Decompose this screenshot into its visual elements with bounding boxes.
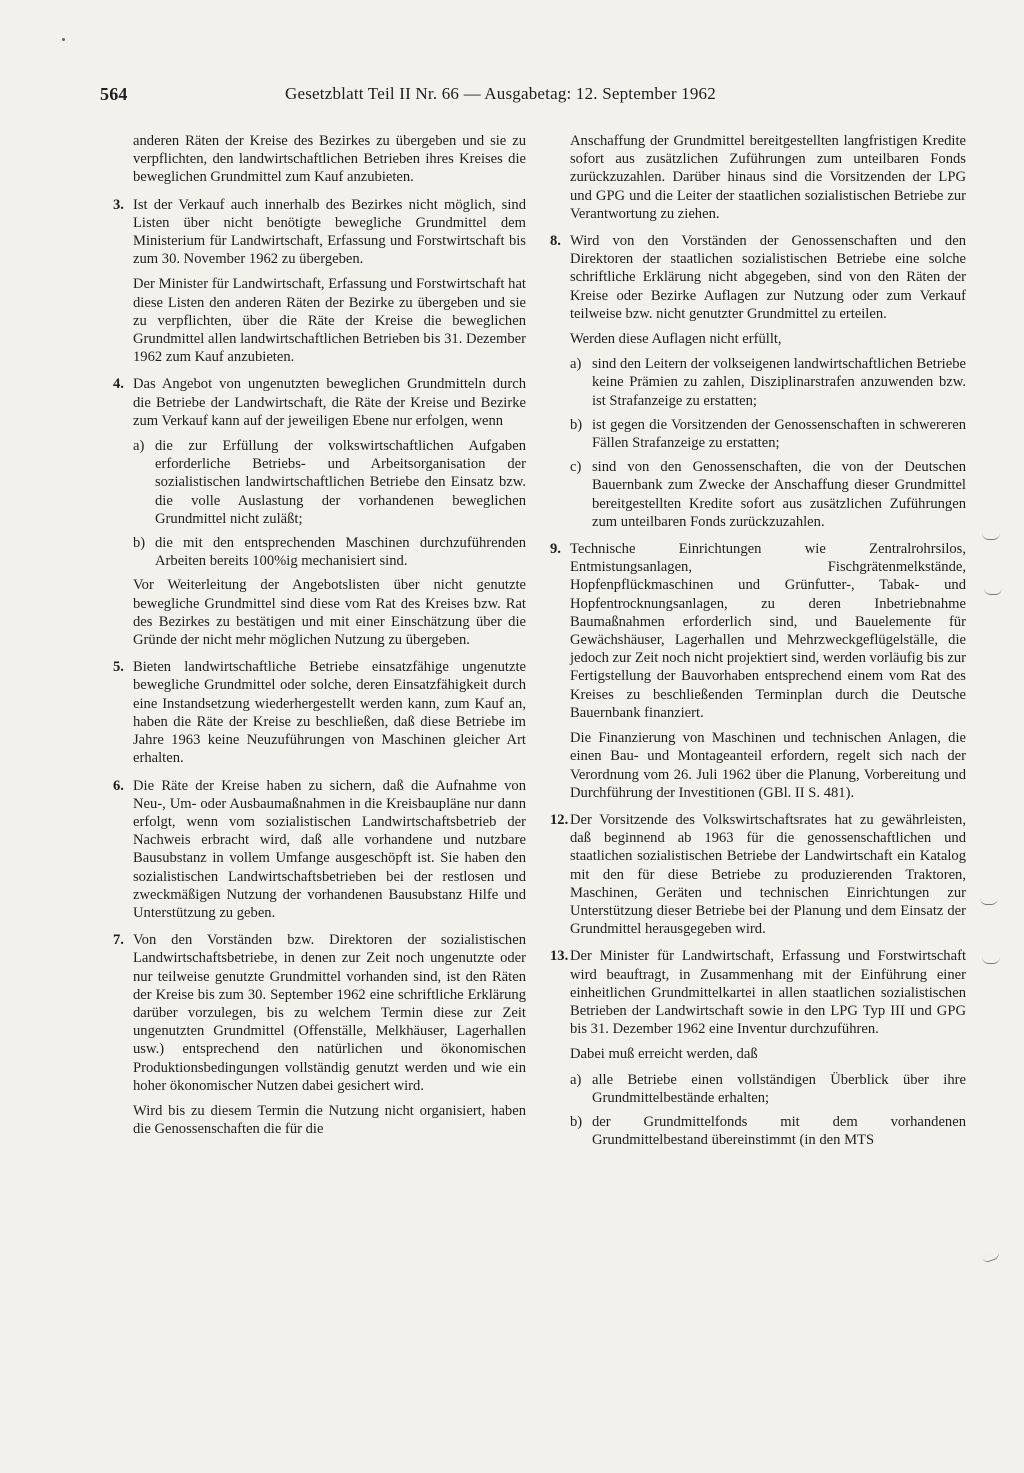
margin-mark (981, 1251, 1000, 1264)
section-5 (113, 658, 526, 767)
list-text: sind den Leitern der volkseigenen landwirtschaftlichen Betriebe keine Prämien zu zahlen, Disziplinarstrafen anzuwenden bzw. ist Strafanzeige zu erstatten; (592, 356, 966, 409)
list-label: b) (570, 416, 583, 433)
section-8 (550, 232, 966, 531)
list-item (570, 1113, 966, 1149)
list-item (570, 416, 966, 452)
continued-paragraph: anderen Räten der Kreise des Bezirkes zu übergeben und sie zu verpflichten, den landwirtschaftlichen Betrieben ihres Kreises die beweglichen Grundmittel zum Kauf anzubieten. (133, 133, 526, 186)
list-item (133, 437, 526, 528)
section-number: 4. (113, 376, 124, 393)
paragraph: Vor Weiterleitung der Angebotslisten über nicht genutzte bewegliche Grundmittel sind diese vom Rat des Kreises bzw. Rat des Bezirkes zu bestätigen und mit einer Einschätzung über die Gründe der nicht mehr möglichen Nutzung zu übergeben. (133, 577, 526, 649)
list-text: sind von den Genossenschaften, die von der Deutschen Bauernbank zum Zwecke der Anschaffung dieser Grundmittel bereitgestellten Kredite sofort aus zusätzlichen Zuführungen zum unteilbaren Fonds zurückzuzahlen. (592, 459, 966, 530)
list-item (133, 534, 526, 570)
paragraph: Von den Vorständen bzw. Direktoren der sozialistischen Landwirtschaftsbetriebe, in denen zur Zeit noch ungenutzte oder nur teilweise genutzte Grundmittel vorhanden sind, ist den Räten der Kreise bis zum 30. September 1962 eine schriftliche Erklärung darüber vorzulegen, bis zu welchem Termin diese zur Zeit ungenutzten Grundmittel (Offenställe, Melkhäuser, Lagerhallen usw.) entsprechend den natürlichen und ökonomischen Produktionsbedingungen vollständig genutzt werden und wie ein hoher ökonomischer Nutzen dabei gesichert wird. (133, 932, 526, 1094)
list-label: b) (570, 1113, 583, 1130)
paragraph: Technische Einrichtungen wie Zentralrohrsilos, Entmistungsanlagen, Fischgrätenmelkstände, Hopfenpflückmaschinen und Grünfutter-, Tabak- und Hopfentrocknungsanlagen, zu deren Inbetriebnahme Baumaßnahmen erforderlich sind, und Bauelemente für Gewächshäuser, Lagerhallen und Mehrzweckgeflügelställe, die jedoch zur Zeit noch nicht projektiert sind, werden vorläufig bis zur Fertigstellung der Bauvorhaben entsprechend einem vom Rat des Kreises zu beschließenden Terminplan durch die Deutsche Bauernbank finanziert. (570, 541, 966, 721)
continued-paragraph: Anschaffung der Grundmittel bereitgestellten langfristigen Kredite sofort aus zusätzlichen Zuführungen zum unteilbaren Fonds zurückzuzahlen. Darüber hinaus sind die Vorsitzenden der LPG und GPG und die Leiter der staatlichen sozialistischen Betriebe zur Verantwortung zu ziehen. (570, 133, 966, 222)
list-text: die mit den entsprechenden Maschinen durchzuführenden Arbeiten bereits 100%ig mechanisiert sind. (155, 535, 526, 570)
section-number: 7. (113, 932, 124, 949)
left-column (113, 132, 526, 1147)
paragraph: Der Minister für Landwirtschaft, Erfassung und Forstwirtschaft hat diese Listen den anderen Räten der Bezirke zu übergeben und sie zu verpflichten, über die Räte der Kreise die beweglichen Grundmittel allen landwirtschaftlichen Betrieben bis 31. Dezember 1962 zum Kauf anzubieten. (133, 276, 526, 366)
section-number: 5. (113, 659, 124, 676)
list-label: b) (133, 535, 146, 552)
paragraph: Wird bis zu diesem Termin die Nutzung nicht organisiert, haben die Genossenschaften die für die (133, 1102, 526, 1138)
section-number: 13. (550, 948, 569, 965)
section-13 (550, 947, 966, 1149)
list-item (570, 355, 966, 410)
section-number: 12. (550, 811, 569, 828)
list-text: ist gegen die Vorsitzenden der Genossenschaften in schwereren Fällen Strafanzeige zu erstatten; (592, 416, 966, 452)
margin-mark (984, 588, 1002, 595)
paragraph: Der Minister für Landwirtschaft, Erfassung und Forstwirtschaft wird beauftragt, in Zusammenhang mit der Einführung einer einheitlichen Grundmittelkartei in allen staatlichen sozialistischen Betrieben der Landwirtschaft sowie in den LPG Typ III und GPG bis 31. Dezember 1962 eine Inventur durchzuführen. (570, 948, 966, 1038)
list-text: alle Betriebe einen vollständigen Überblick über ihre Grundmittelbestände erhalten; (592, 1071, 966, 1106)
section-number: 8. (550, 233, 561, 250)
list-text: der Grundmittelfonds mit dem vorhandenen Grundmittelbestand übereinstimmt (in den MTS (592, 1113, 966, 1149)
section-4 (113, 375, 526, 649)
list-text: die zur Erfüllung der volkswirtschaftlichen Aufgaben erforderliche Betriebs- und Arbeitsorganisation der sozialistischen landwirtschaftlichen Betriebe den Einsatz bzw. die volle Auslastung der vorhandenen beweglichen Grundmittel nicht zuläßt; (155, 438, 526, 527)
paragraph: Das Angebot von ungenutzten beweglichen Grundmitteln durch die Betriebe der Landwirtschaft, die Räte der Kreise und Bezirke zum Verkauf kann auf der jeweiligen Ebene nur erfolgen, wenn (133, 376, 526, 429)
margin-mark (982, 957, 1000, 964)
list-item (570, 1071, 966, 1107)
section-3 (113, 196, 526, 367)
list-label: c) (570, 459, 582, 476)
list-label: a) (133, 438, 145, 455)
list-label: a) (570, 1071, 582, 1088)
paragraph: Wird von den Vorständen der Genossenschaften und den Direktoren der staatlichen sozialistischen Betriebe eine solche schriftliche Erklärung nicht abgegeben, sind von den Räten der Kreise oder Bezirke Auflagen zur Nutzung oder zum Verkauf teilweise bzw. nicht genutzter Grundmittel zu erteilen. (570, 233, 966, 322)
paragraph: Die Räte der Kreise haben zu sichern, daß die Aufnahme von Neu-, Um- oder Ausbaumaßnahmen in die Kreisbaupläne nur dann erfolgt, wenn vom sozialistischen Landwirtschaftsbetrieb der Nachweis erbracht wird, daß alle vorhandene und nutzbare Bausubstanz in vollem Umfange ausgeschöpft ist. Sie haben den sozialistischen Landwirtschaftsbetrieben bei der restlosen und zweckmäßigen Nutzung der vorhandenen Bausubstanz Hilfe und Unterstützung zu geben. (133, 777, 526, 921)
section-9 (550, 540, 966, 802)
paragraph: Der Vorsitzende des Volkswirtschaftsrates hat zu gewährleisten, daß beginnend ab 1963 für die genossenschaftlichen und staatlichen sozialistischen Betriebe der Landwirtschaft ein Katalog mit den für diese Betriebe zu produzierenden Traktoren, Maschinen, Geräten und technischen Einrichtungen zur Unterstützung dieser Betriebe bei der Planung und dem Einsatz der Grundmittel herausgegeben wird. (570, 811, 966, 938)
list-label: a) (570, 356, 582, 373)
section-number: 9. (550, 541, 561, 558)
paragraph: Ist der Verkauf auch innerhalb des Bezirkes nicht möglich, sind Listen über nicht benötigte bewegliche Grundmittel dem Ministerium für Landwirtschaft, Erfassung und Forstwirtschaft bis zum 30. November 1962 zu übergeben. (133, 196, 526, 268)
paragraph: Dabei muß erreicht werden, daß (570, 1046, 758, 1063)
section-number: 3. (113, 196, 124, 213)
section-7 (113, 931, 526, 1138)
margin-mark (980, 898, 998, 905)
margin-mark (982, 533, 1000, 540)
publication-title: Gesetzblatt Teil II Nr. 66 — Ausgabetag: 12. September 1962 (285, 84, 716, 103)
section-number: 6. (113, 777, 124, 794)
paragraph: Werden diese Auflagen nicht erfüllt, (570, 331, 782, 348)
right-column (550, 132, 966, 1158)
paragraph: Bieten landwirtschaftliche Betriebe einsatzfähige ungenutzte bewegliche Grundmittel oder solche, deren Einsatzfähigkeit durch eine Instandsetzung wiederhergestellt werden kann, zum Kauf an, haben die Räte der Kreise zu beschließen, daß diese Betriebe im Jahre 1963 keine Neuzuführungen von Maschinen gleicher Art erhalten. (133, 659, 526, 767)
page-number: 564 (100, 84, 128, 104)
list-item (570, 458, 966, 531)
paragraph: Die Finanzierung von Maschinen und technischen Anlagen, die einen Bau- und Montageanteil erfordern, regelt sich nach der Verordnung vom 26. Juli 1962 über die Planung, Vorbereitung und Durchführung der Investitionen (GBl. II S. 481). (570, 730, 966, 801)
page-header (100, 84, 780, 114)
section-12 (550, 811, 966, 938)
section-6 (113, 777, 526, 923)
scan-speck (62, 38, 65, 41)
